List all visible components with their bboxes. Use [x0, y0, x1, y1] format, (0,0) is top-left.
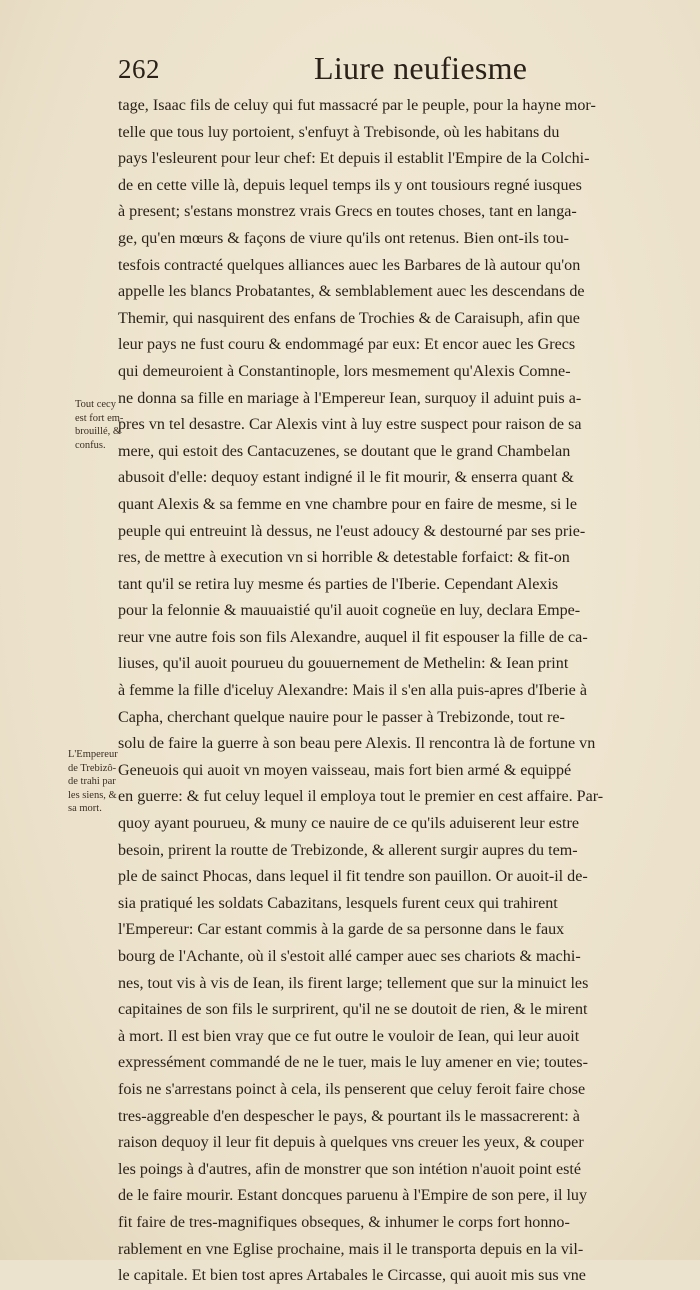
text-line: fois ne s'arrestans poinct à cela, ils penserent que celuy feroit faire chose — [118, 1080, 586, 1098]
text-line: quant Alexis & sa femme en vne chambre pour en faire de mesme, si le — [118, 495, 577, 513]
text-line: res, de mettre à execution vn si horrible & detestable forfaict: & fit-on — [118, 549, 570, 567]
text-line: ge, qu'en mœurs & façons de viure qu'ils ont retenus. Bien ont-ils tou- — [118, 229, 569, 247]
text-line: leur pays ne fust couru & endommagé par eux: Et encor auec les Grecs — [118, 336, 576, 354]
text-line: appelle les blancs Probatantes, & semblablement auec les descendans de — [118, 283, 585, 301]
text-line: en guerre: & fut celuy lequel il employa tout le premier en cest affaire. Par- — [118, 788, 604, 806]
text-line: quoy ayant pourueu, & muny ce nauire de ce qu'ils aduiserent leur estre — [118, 815, 579, 833]
text-line: le capitale. Et bien tost apres Artabales le Circasse, qui auoit mis sus vne — [118, 1267, 586, 1285]
text-line: l'Empereur: Car estant commis à la garde de sa personne dans le faux — [118, 921, 565, 939]
text-line: abusoit d'elle: dequoy estant indigné il le fit mourir, & enserra quant & — [118, 469, 574, 487]
body-text — [118, 93, 678, 1290]
text-line: tant qu'il se retira luy mesme és parties de l'Iberie. Cependant Alexis — [118, 575, 559, 593]
text-line: les poings à d'autres, afin de monstrer que son intétion n'auoit point esté — [118, 1160, 582, 1178]
text-line: rablement en vne Eglise prochaine, mais il le transporta depuis en la vil- — [118, 1240, 584, 1258]
margin-note-line: Tout cecy — [75, 399, 116, 410]
text-line: reur vne autre fois son fils Alexandre, auquel il fit espouser la fille de ca- — [118, 628, 588, 646]
margin-note — [75, 398, 145, 452]
margin-note-line: de Trebizô- — [68, 762, 117, 774]
text-line: besoin, prirent la routte de Trebizonde, & allerent surgir aupres du tem- — [118, 841, 578, 859]
running-title: Liure neufiesme — [314, 50, 528, 86]
margin-note-line: L'Empereur — [68, 749, 118, 760]
text-line: à mort. Il est bien vray que ce fut outre le vouloir de Iean, qui leur auoit — [118, 1027, 580, 1045]
text-line: sia pratiqué les soldats Cabazitans, lesquels furent ceux qui trahirent — [118, 894, 558, 912]
page-header — [118, 48, 678, 92]
text-line: de en cette ville là, depuis lequel temps ils y ont tousiours regné iusques — [118, 176, 582, 194]
text-line: solu de faire la guerre à son beau pere Alexis. Il rencontra là de fortune vn — [118, 735, 596, 753]
text-line: fit faire de tres-magnifiques obseques, & inhumer le corps fort honno- — [118, 1213, 570, 1231]
margin-note-line: brouillé, & — [75, 426, 122, 437]
margin-note-line: confus. — [75, 439, 106, 451]
text-line: raison dequoy il leur fit depuis à quelques vns creuer les yeux, & couper — [118, 1134, 584, 1152]
text-line: pour la felonnie & mauuaistié qu'il auoit cogneüe en luy, declara Empe- — [118, 602, 581, 620]
text-line: peuple qui entreuint là dessus, ne l'eust adoucy & destourné par ses prie- — [118, 522, 586, 540]
text-line: liuses, qu'il auoit pourueu du gouuernement de Methelin: & Iean print — [118, 655, 569, 673]
text-line: Themir, qui nasquirent des enfans de Trochies & de Caraisuph, afin que — [118, 309, 580, 327]
text-line: Geneuois qui auoit vn moyen vaisseau, mais fort bien armé & equippé — [118, 761, 572, 779]
text-line: pays l'esleurent pour leur chef: Et depuis il establit l'Empire de la Colchi- — [118, 150, 590, 168]
text-line: capitaines de son fils le surprirent, qu'il ne se doutoit de rien, & le mirent — [118, 1001, 588, 1019]
margin-note — [68, 748, 138, 816]
text-line: qui demeuroient à Constantinople, lors mesmement qu'Alexis Comne- — [118, 362, 571, 380]
margin-note-line: sa mort. — [68, 803, 102, 814]
text-line: tesfois contracté quelques alliances auec les Barbares de là autour qu'on — [118, 256, 581, 274]
text-line: ple de sainct Phocas, dans lequel il fit tendre son pauillon. Or auoit-il de- — [118, 868, 588, 886]
page-number: 262 — [118, 54, 160, 84]
margin-note-line: est fort em- — [75, 412, 124, 424]
text-line: telle que tous luy portoient, s'enfuyt à Trebisonde, où les habitans du — [118, 123, 560, 141]
text-line: Capha, cherchant quelque nauire pour le passer à Trebizonde, tout re- — [118, 708, 565, 726]
margin-note-line: de trahi par — [68, 776, 116, 787]
text-line: de le faire mourir. Estant doncques paruenu à l'Empire de son pere, il luy — [118, 1187, 588, 1205]
text-line: à femme la fille d'iceluy Alexandre: Mais il s'en alla puis-apres d'Iberie à — [118, 682, 587, 700]
text-line: tres-aggreable d'en despescher le pays, & pourtant ils le massacrerent: à — [118, 1107, 580, 1125]
text-line: nes, tout vis à vis de Iean, ils firent large; tellement que sur la minuict les — [118, 974, 589, 992]
text-line: mere, qui estoit des Cantacuzenes, se doutant que le grand Chambelan — [118, 442, 571, 460]
text-line: bourg de l'Achante, où il s'estoit allé camper auec ses chariots & machi- — [118, 948, 581, 965]
text-line: ne donna sa fille en mariage à l'Empereur Iean, surquoy il aduint puis a- — [118, 389, 582, 407]
text-line: tage, Isaac fils de celuy qui fut massacré par le peuple, pour la hayne mor- — [118, 97, 596, 114]
text-line: expressément commandé de ne le tuer, mais le luy amener en vie; toutes- — [118, 1054, 588, 1072]
text-line: pres vn tel desastre. Car Alexis vint à luy estre suspect pour raison de sa — [118, 416, 582, 434]
text-line: à present; s'estans monstrez vrais Grecs en toutes choses, tant en langa- — [118, 203, 577, 221]
margin-note-line: les siens, & — [68, 789, 117, 801]
